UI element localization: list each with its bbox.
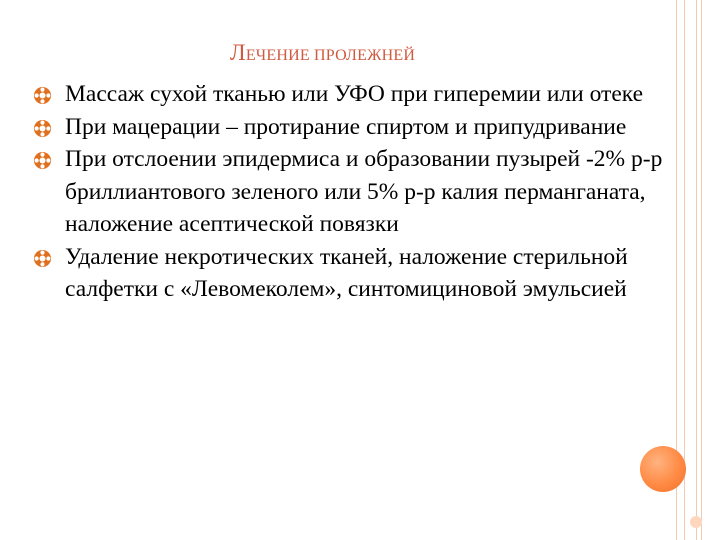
decorative-line xyxy=(696,0,697,540)
bullet-text: При мацерации – протирание спиртом и припудривание xyxy=(65,113,627,140)
slide-title xyxy=(230,40,415,66)
bullet-text: Массаж сухой тканью или УФО при гиперемии или отеке xyxy=(65,81,644,107)
list-item xyxy=(33,78,693,111)
title-first-letter: Л xyxy=(230,40,246,65)
list-item xyxy=(33,143,693,241)
bullet-list xyxy=(33,78,693,306)
decorative-line xyxy=(701,0,702,540)
flower-bullet-icon xyxy=(33,151,52,170)
flower-bullet-icon xyxy=(33,249,52,268)
list-item xyxy=(33,241,693,306)
bullet-text: Удаление некротических тканей, наложение стерильной салфетки с «Левомеколем», синтомициновой эмульсией xyxy=(65,243,628,302)
flower-bullet-icon xyxy=(33,119,52,138)
title-rest: ЕЧЕНИЕ ПРОЛЕЖНЕЙ xyxy=(245,47,416,64)
list-item xyxy=(33,111,693,144)
flower-bullet-icon xyxy=(33,86,52,105)
bullet-text: При отслоении эпидермиса и образовании пузырей -2% р-р бриллиантового зеленого или 5% р-р калия перманганата, наложение асептической повязки xyxy=(65,146,663,237)
small-circle-icon xyxy=(690,516,702,528)
orange-circle-icon xyxy=(640,446,686,492)
